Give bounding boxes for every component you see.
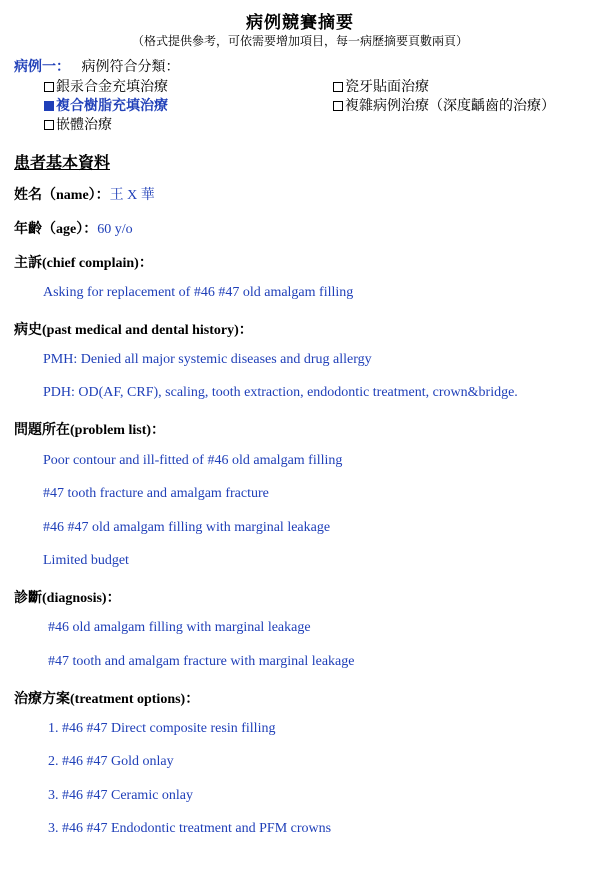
option-veneer[interactable]	[333, 76, 429, 96]
problem-item: #47 tooth fracture and amalgam fracture	[43, 486, 269, 501]
pdh-text: PDH: OD(AF, CRF), scaling, tooth extraction, endodontic treatment, crown&bridge.	[43, 385, 518, 400]
case-classification-line	[14, 56, 180, 76]
problem-item: #46 #47 old amalgam filling with marginal leakage	[43, 520, 331, 535]
checkbox-icon[interactable]	[333, 101, 343, 111]
section-title-patient: 患者基本資料	[14, 155, 111, 172]
name-row	[14, 184, 155, 204]
diagnosis-label: 診斷(diagnosis)：	[14, 591, 121, 606]
option-label: 複合樹脂充填治療	[56, 99, 168, 114]
pmh-text: PMH: Denied all major systemic diseases and drug allergy	[43, 352, 372, 367]
classification-prompt: 病例符合分類：	[81, 60, 180, 75]
age-value: 60 y/o	[97, 222, 133, 237]
treatment-item: 2. #46 #47 Gold onlay	[48, 754, 174, 769]
diagnosis-item: #46 old amalgam filling with marginal leakage	[48, 620, 311, 635]
page-title: 病例競賽摘要	[246, 13, 354, 32]
checkbox-icon[interactable]	[44, 120, 54, 130]
treatment-item: 3. #46 #47 Ceramic onlay	[48, 788, 194, 803]
complaint-text: Asking for replacement of #46 #47 old amalgam filling	[43, 285, 354, 300]
treatment-item: 1. #46 #47 Direct composite resin filling	[48, 721, 276, 736]
problem-item: Poor contour and ill-fitted of #46 old amalgam filling	[43, 453, 343, 468]
age-label: 年齡（age）：	[14, 222, 98, 237]
checkbox-icon[interactable]	[333, 82, 343, 92]
problem-item: Limited budget	[43, 553, 129, 568]
option-complex[interactable]	[333, 95, 555, 115]
treatment-label: 治療方案(treatment options)：	[14, 692, 200, 707]
history-label: 病史(past medical and dental history)：	[14, 323, 253, 338]
checkbox-checked-icon[interactable]	[44, 101, 54, 111]
problem-label: 問題所在(problem list)：	[14, 423, 166, 438]
option-composite[interactable]	[44, 95, 168, 115]
option-label: 銀汞合金充填治療	[56, 80, 168, 95]
complaint-label: 主訴(chief complain)：	[14, 256, 153, 271]
age-row	[14, 218, 133, 238]
option-label: 嵌體治療	[56, 118, 112, 133]
case-label: 病例一：	[14, 60, 70, 75]
diagnosis-item: #47 tooth and amalgam fracture with marginal leakage	[48, 654, 355, 669]
option-inlay[interactable]	[44, 114, 112, 134]
checkbox-icon[interactable]	[44, 82, 54, 92]
treatment-item: 3. #46 #47 Endodontic treatment and PFM crowns	[48, 821, 332, 836]
option-label: 複雜病例治療（深度齲齒的治療）	[345, 99, 555, 114]
name-label: 姓名（name）：	[14, 188, 110, 203]
option-amalgam[interactable]	[44, 76, 168, 96]
page-subtitle: （格式提供參考，可依需要增加項目，每一病歷摘要頁數兩頁）	[131, 34, 468, 48]
option-label: 瓷牙貼面治療	[345, 80, 429, 95]
name-value: 王 X 華	[109, 188, 155, 203]
